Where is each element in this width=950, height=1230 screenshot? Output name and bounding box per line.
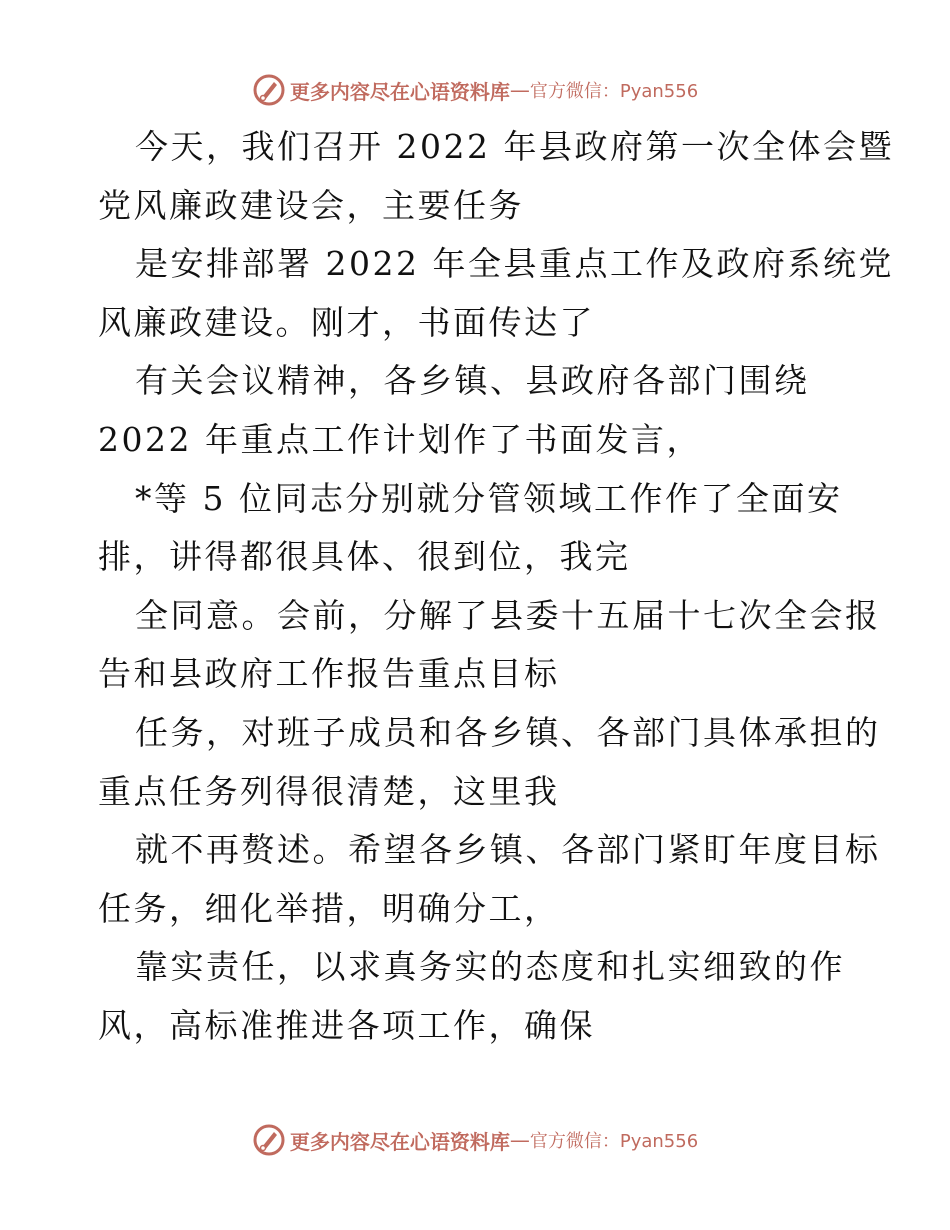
banner-sub-text: 官方微信：Pyan556	[529, 81, 699, 102]
pen-logo-icon	[252, 73, 286, 107]
paragraph-line: 党风廉政建设会，主要任务	[98, 185, 524, 225]
paragraph-line: 风廉政建设。刚才，书面传达了	[98, 302, 595, 342]
header-banner	[0, 70, 950, 110]
paragraph-line: 重点任务列得很清楚，这里我	[98, 771, 560, 811]
paragraph-line: 告和县政府工作报告重点目标	[98, 654, 560, 694]
paragraph-line: 2022 年重点工作计划作了书面发言，	[98, 419, 702, 459]
banner-sub-text: 官方微信：Pyan556	[529, 1131, 699, 1152]
footer-banner	[0, 1120, 950, 1160]
paragraph-line: 排，讲得都很具体、很到位，我完	[98, 537, 631, 577]
paragraph-line: 风，高标准推进各项工作，确保	[98, 1005, 595, 1045]
paragraph-line: 靠实责任，以求真务实的态度和扎实细致的作	[135, 947, 845, 987]
paragraph-line: 是安排部署 2022 年全县重点工作及政府系统党	[135, 244, 894, 284]
banner-main-text: 更多内容尽在心语资料库	[289, 1129, 510, 1154]
paragraph-line: *等 5 位同志分别就分管领域工作作了全面安	[135, 478, 843, 518]
banner-separator: —	[509, 78, 530, 102]
paragraph-line: 全同意。会前，分解了县委十五届十七次全会报	[135, 595, 881, 635]
paragraph-line: 今天，我们召开 2022 年县政府第一次全体会暨	[135, 127, 894, 166]
banner-separator: —	[509, 1128, 530, 1152]
paragraph-line: 就不再赘述。希望各乡镇、各部门紧盯年度目标	[135, 830, 881, 870]
paragraph-line: 有关会议精神，各乡镇、县政府各部门围绕	[135, 361, 810, 401]
paragraph-line: 任务，对班子成员和各乡镇、各部门具体承担的	[135, 712, 881, 752]
paragraph-line: 任务，细化举措，明确分工，	[98, 888, 560, 928]
banner-main-text: 更多内容尽在心语资料库	[289, 79, 510, 104]
document-body	[98, 118, 894, 1056]
pen-logo-icon	[252, 1123, 286, 1157]
